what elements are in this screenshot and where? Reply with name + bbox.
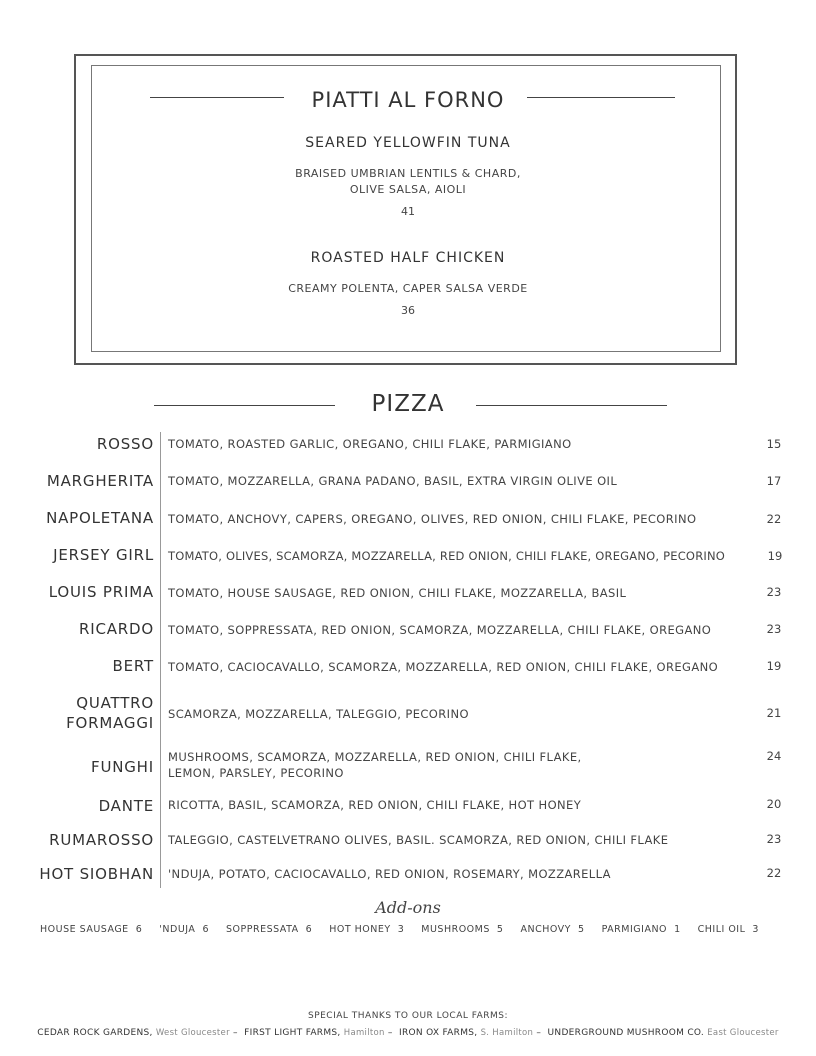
pizza-desc: TOMATO, ANCHOVY, CAPERS, OREGANO, OLIVES, RED ONION, CHILI FLAKE, PECORINO <box>168 512 697 526</box>
pizza-price: 22 <box>766 866 782 880</box>
pizza-desc: TALEGGIO, CASTELVETRANO OLIVES, BASIL. SCAMORZA, RED ONION, CHILI FLAKE <box>168 833 669 847</box>
pizza-price: 19 <box>767 549 783 563</box>
addon-item: ANCHOVY 5 <box>520 924 585 935</box>
dish-price: 36 <box>401 304 415 317</box>
farm-name: CEDAR ROCK GARDENS, <box>37 1028 153 1038</box>
pizza-price: 23 <box>766 622 782 636</box>
footer-farms <box>0 1028 816 1038</box>
pizza-name: DANTE <box>98 797 154 815</box>
pizza-desc: TOMATO, OLIVES, SCAMORZA, MOZZARELLA, RED ONION, CHILI FLAKE, OREGANO, PECORINO <box>168 549 726 563</box>
pizza-price: 23 <box>766 832 782 846</box>
farm-town: West Gloucester <box>155 1028 230 1038</box>
farm-separator: – <box>533 1028 545 1038</box>
piatti-title: PIATTI AL FORNO <box>311 88 505 112</box>
pizza-name: MARGHERITA <box>46 472 154 490</box>
farm-separator: – <box>384 1028 396 1038</box>
pizza-name: QUATTRO <box>76 694 154 712</box>
farm-town: S. Hamilton <box>480 1028 534 1038</box>
pizza-price: 20 <box>766 797 782 811</box>
dish-name: ROASTED HALF CHICKEN <box>310 250 506 266</box>
pizza-price: 21 <box>766 706 782 720</box>
pizza-desc: MUSHROOMS, SCAMORZA, MOZZARELLA, RED ONION, CHILI FLAKE, <box>168 750 582 764</box>
pizza-divider <box>160 432 161 888</box>
pizza-name: LOUIS PRIMA <box>48 583 154 601</box>
farm-separator: – <box>229 1028 241 1038</box>
pizza-name: ROSSO <box>96 435 154 453</box>
dish-desc: BRAISED UMBRIAN LENTILS & CHARD, <box>295 167 521 180</box>
pizza-desc: SCAMORZA, MOZZARELLA, TALEGGIO, PECORINO <box>168 707 469 721</box>
dish-desc: OLIVE SALSA, AIOLI <box>349 183 467 196</box>
pizza-desc: 'NDUJA, POTATO, CACIOCAVALLO, RED ONION, ROSEMARY, MOZZARELLA <box>168 867 611 881</box>
addons-list <box>40 924 759 935</box>
farm-town: Hamilton <box>343 1028 385 1038</box>
dish-price: 41 <box>401 205 415 218</box>
farm-town: East Gloucester <box>707 1028 779 1038</box>
pizza-name: NAPOLETANA <box>46 509 154 527</box>
pizza-price: 23 <box>766 585 782 599</box>
pizza-desc: TOMATO, MOZZARELLA, GRANA PADANO, BASIL, EXTRA VIRGIN OLIVE OIL <box>168 474 618 488</box>
addons-title: Add-ons <box>375 898 441 917</box>
dish-name: SEARED YELLOWFIN TUNA <box>305 135 511 151</box>
footer-thanks: SPECIAL THANKS TO OUR LOCAL FARMS: <box>307 1011 509 1021</box>
pizza-title: PIZZA <box>371 391 445 417</box>
pizza-price: 19 <box>766 659 782 673</box>
addon-item: SOPPRESSATA 6 <box>226 924 313 935</box>
pizza-price: 15 <box>766 437 782 451</box>
pizza-desc: TOMATO, ROASTED GARLIC, OREGANO, CHILI FLAKE, PARMIGIANO <box>168 437 572 451</box>
pizza-price: 22 <box>766 512 782 526</box>
farm-name: IRON OX FARMS, <box>399 1028 478 1038</box>
addon-item: HOT HONEY 3 <box>329 924 405 935</box>
pizza-price: 24 <box>766 749 782 763</box>
pizza-desc: LEMON, PARSLEY, PECORINO <box>168 766 344 780</box>
pizza-desc: TOMATO, SOPPRESSATA, RED ONION, SCAMORZA, MOZZARELLA, CHILI FLAKE, OREGANO <box>168 623 712 637</box>
pizza-price: 17 <box>766 474 782 488</box>
pizza-name: FORMAGGI <box>66 714 154 732</box>
pizza-desc: TOMATO, HOUSE SAUSAGE, RED ONION, CHILI FLAKE, MOZZARELLA, BASIL <box>168 586 627 600</box>
addon-item: 'NDUJA 6 <box>159 924 209 935</box>
pizza-name: JERSEY GIRL <box>53 546 154 564</box>
pizza-name: RICARDO <box>79 620 154 638</box>
farm-name: FIRST LIGHT FARMS, <box>244 1028 341 1038</box>
pizza-name: FUNGHI <box>91 758 154 776</box>
pizza-desc: RICOTTA, BASIL, SCAMORZA, RED ONION, CHILI FLAKE, HOT HONEY <box>168 798 582 812</box>
pizza-desc: TOMATO, CACIOCAVALLO, SCAMORZA, MOZZARELLA, RED ONION, CHILI FLAKE, OREGANO <box>168 660 719 674</box>
addon-item: MUSHROOMS 5 <box>421 924 504 935</box>
pizza-name: RUMAROSSO <box>49 831 154 849</box>
farm-name: UNDERGROUND MUSHROOM CO. <box>547 1028 705 1038</box>
pizza-name: BERT <box>112 657 154 675</box>
addon-item: HOUSE SAUSAGE 6 <box>40 924 143 935</box>
dish-desc: CREAMY POLENTA, CAPER SALSA VERDE <box>288 282 528 295</box>
addon-item: PARMIGIANO 1 <box>601 924 681 935</box>
addon-item: CHILI OIL 3 <box>697 924 759 935</box>
pizza-name: HOT SIOBHAN <box>39 865 154 883</box>
